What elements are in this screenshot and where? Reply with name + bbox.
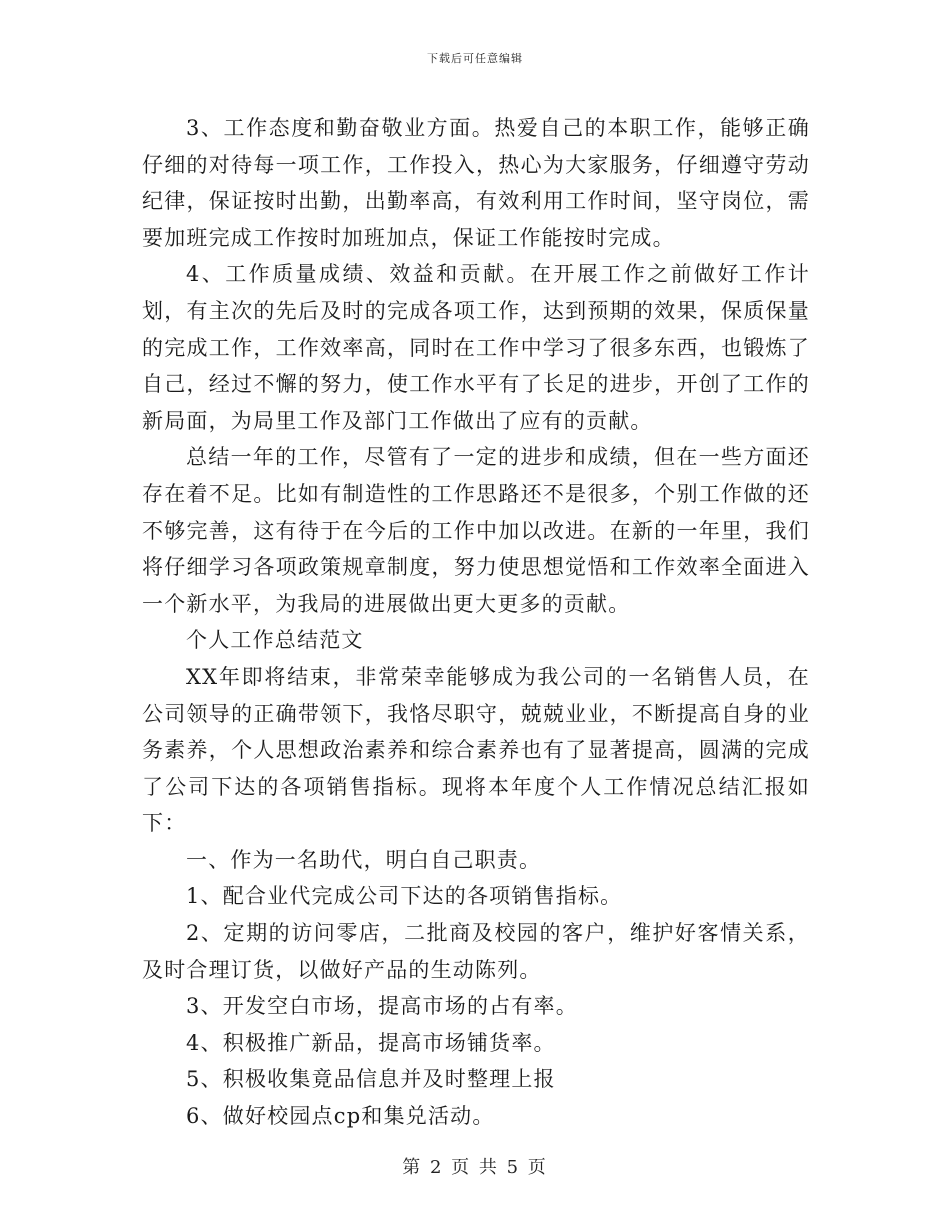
- paragraph-work-attitude: 3、工作态度和勤奋敬业方面。热爱自己的本职工作，能够正确仔细的对待每一项工作，工作投入，热心为大家服务，仔细遵守劳动纪律，保证按时出勤，出勤率高，有效利用工作时间，坚守岗位，需要加班完成工作按时加班加点，保证工作能按时完成。: [142, 116, 810, 250]
- paragraph-section-one: 一、作为一名助代，明白自己职责。: [186, 847, 542, 872]
- header-note: 下载后可任意编辑: [427, 52, 523, 65]
- section-title-personal-summary: 个人工作总结范文: [186, 628, 364, 653]
- paragraph-intro: XX年即将结束，非常荣幸能够成为我公司的一名销售人员，在公司领导的正确带领下，我恪尽职守，兢兢业业，不断提高自身的业务素养，个人思想政治素养和综合素养也有了显著提高，圆满的完成了公司下达的各项销售指标。现将本年度个人工作情况总结汇报如下：: [142, 664, 810, 836]
- list-item-1: 1、配合业代完成公司下达的各项销售指标。: [186, 884, 623, 909]
- paragraph-year-summary: 总结一年的工作，尽管有了一定的进步和成绩，但在一些方面还存在着不足。比如有制造性的工作思路还不是很多，个别工作做的还不够完善，这有待于在今后的工作中加以改进。在新的一年里，我们将仔细学习各项政策规章制度，努力使思想觉悟和工作效率全面进入一个新水平，为我局的进展做出更大更多的贡献。: [142, 445, 810, 616]
- list-item-5: 5、积极收集竟品信息并及时整理上报: [186, 1067, 556, 1092]
- list-item-2: 2、定期的访问零店，二批商及校园的客户，维护好客情关系，及时合理订货，以做好产品的生动陈列。: [142, 921, 810, 982]
- paragraph-work-quality: 4、工作质量成绩、效益和贡献。在开展工作之前做好工作计划，有主次的先后及时的完成各项工作，达到预期的效果，保质保量的完成工作，工作效率高，同时在工作中学习了很多东西，也锻炼了自己，经过不懈的努力，使工作水平有了长足的进步，开创了工作的新局面，为局里工作及部门工作做出了应有的贡献。: [142, 262, 810, 433]
- list-item-3: 3、开发空白市场，提高市场的占有率。: [186, 994, 578, 1019]
- document-body: [142, 110, 810, 1135]
- page-number-footer: 第 2 页 共 5 页: [402, 1157, 548, 1178]
- list-item-6: 6、做好校园点cp和集兑活动。: [186, 1104, 495, 1129]
- list-item-4: 4、积极推广新品，提高市场铺货率。: [186, 1030, 556, 1055]
